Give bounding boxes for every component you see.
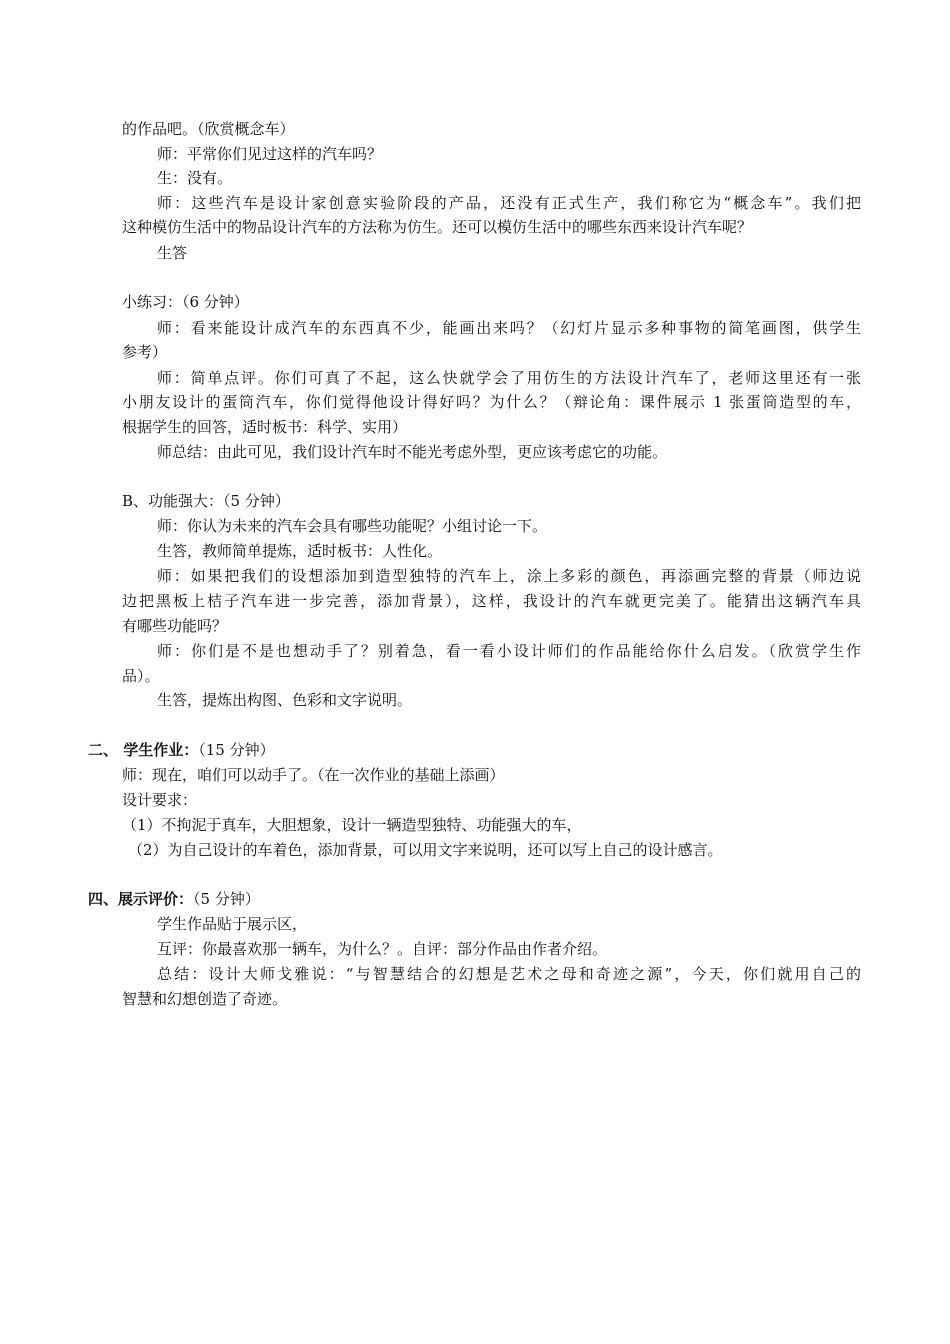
section-heading: 小练习：（6 分钟） xyxy=(122,293,249,311)
paragraph-line: 设计要求： xyxy=(122,791,198,809)
section-heading xyxy=(88,738,275,763)
paragraph-line: 小朋友设计的蛋筒汽车，你们觉得他设计得好吗？为什么？（辩论角：课件展示 1 张蛋筒造型的车， xyxy=(122,393,861,411)
paragraph-line: 师：现在，咱们可以动手了。（在一次作业的基础上添画） xyxy=(122,766,505,784)
paragraph-line: 品）。 xyxy=(122,667,160,685)
paragraph-line: 有哪些功能吗？ xyxy=(122,617,228,635)
section-heading: B、功能强大：（5 分钟） xyxy=(122,492,290,510)
paragraph-line: 总结：设计大师戈雅说：“与智慧结合的幻想是艺术之母和奇迹之源”，今天，你们就用自己的 xyxy=(157,965,861,983)
paragraph-line: 学生作品贴于展示区， xyxy=(157,915,308,933)
paragraph-line: 互评：你最喜欢那一辆车，为什么？。自评：部分作品由作者介绍。 xyxy=(157,940,608,958)
section-heading-title: 二、 学生作业： xyxy=(88,741,199,759)
section-heading xyxy=(88,887,260,912)
paragraph-line: 参考） xyxy=(122,343,168,361)
paragraph-line: 生答 xyxy=(157,244,188,262)
paragraph-line: 的作品吧。（欣赏概念车） xyxy=(122,120,295,138)
paragraph-line: 师：你认为未来的汽车会具有哪些功能呢？小组讨论一下。 xyxy=(157,517,548,535)
paragraph-line: 这种模仿生活中的物品设计汽车的方法称为仿生。还可以模仿生活中的哪些东西来设计汽车呢？ xyxy=(122,218,753,236)
paragraph-line: 师：你们是不是也想动手了？别着急，看一看小设计师们的作品能给你什么启发。（欣赏学生作 xyxy=(157,642,861,660)
section-heading-duration: （5 分钟） xyxy=(193,890,260,908)
section-heading-duration: （15 分钟） xyxy=(198,741,275,759)
paragraph-line: 师：看来能设计成汽车的东西真不少，能画出来吗？（幻灯片显示多种事物的简笔画图，供学生 xyxy=(157,319,861,337)
section-heading-title: 四、展示评价： xyxy=(88,890,194,908)
paragraph-line: 师总结：由此可见，我们设计汽车时不能光考虑外型，更应该考虑它的功能。 xyxy=(157,443,668,461)
paragraph-line: 生：没有。 xyxy=(157,169,233,187)
paragraph-line: 智慧和幻想创造了奇迹。 xyxy=(122,990,288,1008)
paragraph-line: 师：这些汽车是设计家创意实验阶段的产品，还没有正式生产，我们称它为“概念车”。我们把 xyxy=(157,194,861,212)
list-item: （1）不拘泥于真车，大胆想象，设计一辆造型独特、功能强大的车， xyxy=(122,816,582,834)
paragraph-line: 生答，教师简单提炼，适时板书：人性化。 xyxy=(157,542,443,560)
paragraph-line: 师：简单点评。你们可真了不起，这么快就学会了用仿生的方法设计汽车了，老师这里还有一张 xyxy=(157,369,861,387)
paragraph-line: 师：如果把我们的设想添加到造型独特的汽车上，涂上多彩的颜色，再添画完整的背景（师边说 xyxy=(157,567,861,585)
paragraph-line: 边把黑板上桔子汽车进一步完善，添加背景），这样，我设计的汽车就更完美了。能猜出这辆汽车具 xyxy=(122,592,861,610)
paragraph-line: 生答，提炼出构图、色彩和文字说明。 xyxy=(157,691,413,709)
paragraph-line: 师：平常你们见过这样的汽车吗？ xyxy=(157,145,383,163)
list-item: （2）为自己设计的车着色，添加背景，可以用文字来说明，还可以写上自己的设计感言。 xyxy=(128,841,723,859)
paragraph-line: 根据学生的回答，适时板书：科学、实用） xyxy=(122,418,408,436)
